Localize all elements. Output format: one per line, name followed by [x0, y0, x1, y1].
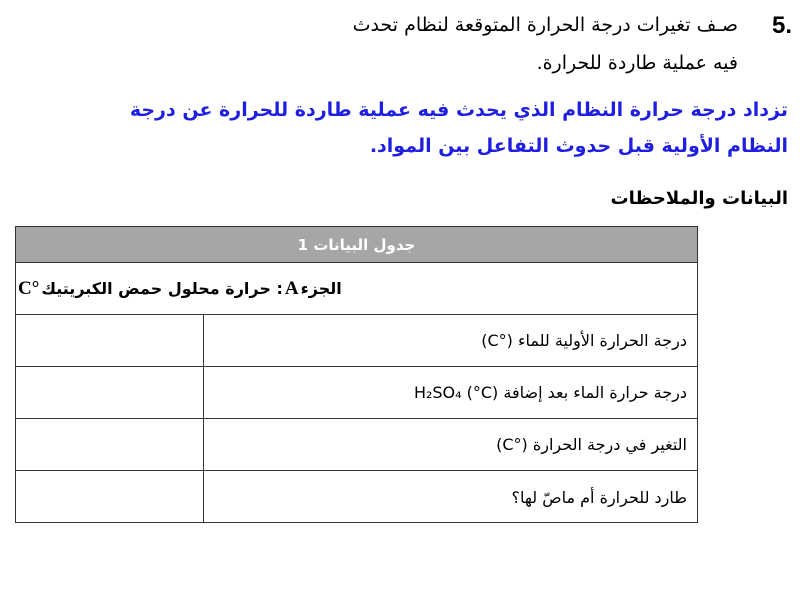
row-value-cell[interactable]: [16, 471, 204, 523]
row-value-cell[interactable]: [16, 315, 204, 366]
row-label: درجة الحرارة الأولية للماء (°C): [481, 331, 687, 350]
part-label-prefix: الجزء: [300, 279, 342, 298]
table-row: [16, 419, 697, 471]
question-text-line-1: صـف تغيرات درجة الحرارة المتوقعة لنظام تحدث: [352, 14, 738, 36]
row-value-cell[interactable]: [16, 419, 204, 470]
table-row: [16, 367, 697, 419]
section-title: البيانات والملاحظات: [610, 188, 788, 209]
part-letter: A: [284, 277, 299, 299]
question-text-line-2: فيه عملية طاردة للحرارة.: [536, 52, 738, 74]
answer-text: تزداد درجة حرارة النظام الذي يحدث فيه عملية طاردة للحرارة عن درجة النظام الأولية قبل حدوث التفاعل بين المواد.: [129, 99, 788, 157]
row-label: التغير في درجة الحرارة (°C): [496, 435, 687, 454]
data-table: [15, 226, 698, 523]
row-value-cell[interactable]: [16, 367, 204, 418]
part-unit: °C: [18, 277, 40, 299]
table-part-row: [16, 263, 697, 315]
question-number: 5.: [771, 12, 792, 39]
row-label: طارد للحرارة أم ماصّ لها؟: [511, 487, 687, 507]
table-header: جدول البيانات 1: [16, 227, 697, 263]
table-row: [16, 315, 697, 367]
table-row: [16, 471, 697, 523]
row-label: درجة حرارة الماء بعد إضافة H₂SO₄ (°C): [413, 383, 687, 402]
part-label-text: : حرارة محلول حمض الكبريتيك: [41, 279, 283, 298]
